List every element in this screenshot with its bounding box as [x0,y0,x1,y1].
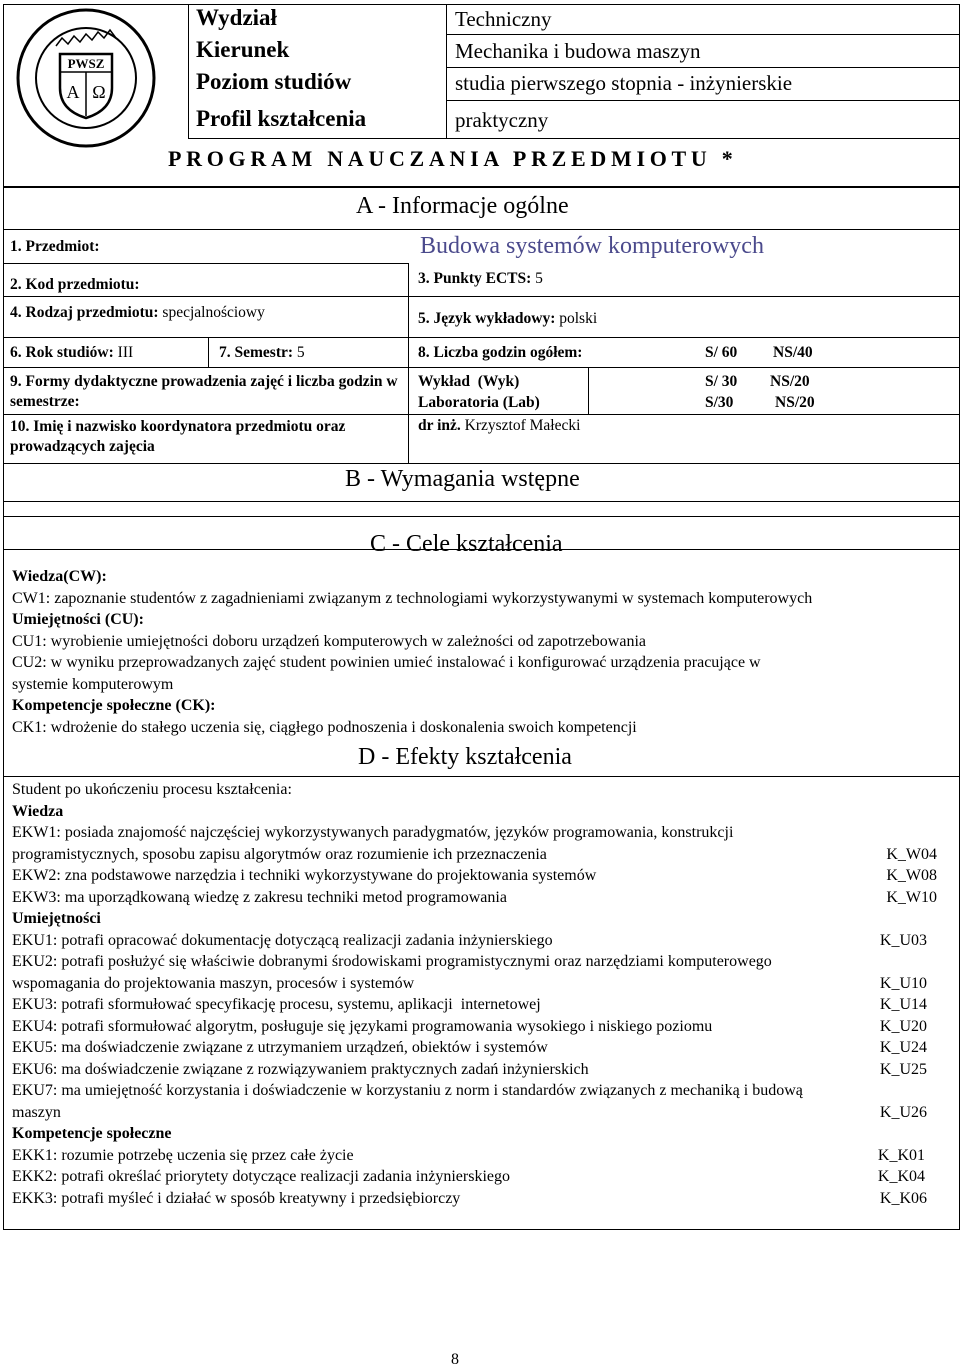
header-value-wydzial: Techniczny [455,7,552,31]
header-divider [446,4,447,138]
type-field [10,304,265,322]
page-number: 8 [451,1351,459,1368]
section-cd-frame [3,549,960,1230]
header-divider [188,4,189,138]
header-value-profil: praktyczny [455,108,549,132]
eku4-code: K_U20 [879,1017,927,1035]
c-umiejetnosci-label: Umiejętności (CU): [12,611,144,628]
header-divider [446,34,960,35]
eku7-text: maszyn [12,1103,61,1121]
section-a-title: A - Informacje ogólne [356,193,569,219]
header-divider [446,100,960,101]
header-divider [446,67,960,68]
col-divider [208,337,209,367]
header-value-poziom: studia pierwszego stopnia - inżynierskie [455,71,793,95]
coordinator-label: 10. Imię i nazwisko koordynatora przedmiotu oraz prowadzących zajęcia [10,418,346,455]
code-label: 2. Kod przedmiotu: [10,276,140,293]
ects-label: 3. Punkty ECTS: [418,270,532,287]
ck1: CK1: wdrożenie do stałego uczenia się, ciągłego podnoszenia i doskonalenia swoich kompetencji [12,718,637,736]
row-divider [3,263,408,264]
ekk3-text: EKK3: potrafi myśleć i działać w sposób kreatywny i przedsiębiorczy [12,1189,461,1207]
d-umiejetnosci-label: Umiejętności [12,910,101,927]
subject-title: Budowa systemów komputerowych [420,233,764,259]
type-label: 4. Rodzaj przedmiotu: [10,304,159,321]
ekw3-code: K_W10 [886,888,937,906]
ekk2-text: EKK2: potrafi określać priorytety dotyczące realizacji zadania inżynierskiego [12,1168,510,1185]
hours-ns: NS/40 [773,344,813,361]
eku7-line1: EKU7: ma umiejętność korzystania i doświadczenie w korzystaniu z norm i standardów związanych z mechaniką i budową [12,1082,803,1099]
ekk1-text: EKK1: rozumie potrzebę uczenia się przez całe życie [12,1146,354,1164]
program-title: PROGRAM NAUCZANIA PRZEDMIOTU * [168,146,738,171]
header-label-poziom: Poziom studiów [196,69,352,94]
ekk2-code: K_K04 [877,1168,925,1185]
year-value: III [117,344,134,361]
eku3-code: K_U14 [879,996,927,1013]
cu2-line2: systemie komputerowym [12,675,174,693]
d-kompetencje-label: Kompetencje społeczne [12,1125,172,1142]
cw1: CW1: zapoznanie studentów z zagadnieniami związanym z technologiami wykorzystywanymi w systemach komputerowych [12,589,813,607]
ekw1-text: programistycznych, sposobu zapisu algorytmów oraz rozumienie ich przeznaczenia [12,845,547,863]
year-label: 6. Rok studiów: [10,344,114,361]
ekw3-text: EKW3: ma uporządkowaną wiedzę z zakresu techniki metod programowania [12,888,507,906]
section-c-title: C - Cele kształcenia [370,531,563,557]
language-field [418,310,597,328]
ects-value: 5 [535,270,543,287]
coordinator-name: Krzysztof Małecki [464,417,581,434]
col-divider [408,337,409,464]
d-wiedza-label: Wiedza [12,802,64,820]
row-divider [3,337,960,338]
subject-label: 1. Przedmiot: [10,238,100,255]
school-logo [6,6,166,148]
row-divider [3,296,408,297]
ekk3-code: K_K06 [879,1189,927,1207]
semester-field [219,344,305,362]
cu2-line1: CU2: w wyniku przeprowadzanych zajęć student powinien umieć instalować i konfigurować urządzenia pracujące w [12,654,761,671]
form-ns-lab: NS/20 [775,394,815,411]
header-label-wydzial: Wydział [196,5,277,30]
header-value-kierunek: Mechanika i budowa maszyn [455,39,701,63]
row-divider [3,367,960,368]
year-field [10,344,133,362]
row-divider [3,414,960,415]
eku6-code: K_U25 [879,1060,927,1078]
eku2-code: K_U10 [879,974,927,992]
eku2-text: wspomagania do projektowania maszyn, procesów i systemów [12,974,415,992]
eku1-code: K_U03 [879,931,927,949]
svg-text:Ω: Ω [92,82,106,102]
semester-value: 5 [296,344,305,361]
ects-field [418,270,543,288]
form-name-lab: Laboratoria (Lab) [418,394,540,411]
eku5-code: K_U24 [879,1039,927,1056]
type-value: specjalnościowy [162,304,265,321]
eku2-line1: EKU2: potrafi posłużyć się właściwie dobranymi środowiskami programistycznymi oraz narzędziami komputerowego [12,953,772,970]
form-s-lab: S/30 [705,394,734,411]
cu1: CU1: wyrobienie umiejętności doboru urządzeń komputerowych w zależności od zapotrzebowania [12,632,647,650]
form-name-lecture: Wykład (Wyk) [418,373,520,390]
form-ns-lecture: NS/20 [770,373,810,390]
eku6-text: EKU6: ma doświadczenie związane z rozwiązywaniem praktycznych zadań inżynierskich [12,1060,589,1078]
eku3-text: EKU3: potrafi sformułować specyfikację procesu, systemu, aplikacji internetowej [12,996,541,1013]
col-divider [408,263,409,337]
section-d-title: D - Efekty kształcenia [358,744,572,770]
eku4-text: EKU4: potrafi sformułować algorytm, posługuje się językami programowania wysokiego i niskiego poziomu [12,1017,713,1035]
coordinator-title: dr inż. [418,417,461,434]
header-divider [188,138,960,139]
header-label-profil: Profil kształcenia [196,106,367,131]
logo-center-letters: PWSZ [67,56,105,71]
section-b-title: B - Wymagania wstępne [345,466,580,492]
form-s-lecture: S/ 30 [705,373,738,390]
forms-label: 9. Formy dydaktyczne prowadzenia zajęć i liczba godzin w semestrze: [10,373,398,410]
ekw1-code: K_W04 [886,845,937,863]
c-kompetencje-label: Kompetencje społeczne (CK): [12,697,216,714]
ekw1-line1: EKW1: posiada znajomość najczęściej wykorzystywanych paradygmatów, języków programowania, konstrukcji [12,824,734,841]
ekw2-text: EKW2: zna podstawowe narzędzia i techniki wykorzystywane do projektowania systemów [12,867,597,884]
hours-s: S/ 60 [705,344,738,361]
ekw2-code: K_W08 [886,867,937,884]
language-label: 5. Język wykładowy: [418,310,556,327]
eku5-text: EKU5: ma doświadczenie związane z utrzymaniem urządzeń, obiektów i systemów [12,1039,548,1056]
ekk1-code: K_K01 [877,1146,925,1164]
hours-label: 8. Liczba godzin ogółem: [418,344,583,361]
header-label-kierunek: Kierunek [196,37,290,62]
c-wiedza-label: Wiedza(CW): [12,568,107,585]
row-divider [408,296,960,297]
language-value: polski [559,310,598,327]
semester-label: 7. Semestr: [219,344,294,361]
svg-text:Α: Α [66,82,80,102]
d-intro: Student po ukończeniu procesu kształcenia: [12,781,292,798]
row-divider [3,501,960,502]
eku1-text: EKU1: potrafi opracować dokumentację dotyczącą realizacji zadania inżynierskiego [12,931,553,949]
eku7-code: K_U26 [879,1103,927,1121]
col-divider [588,367,589,414]
school-logo-seal-icon [6,6,166,148]
coordinator-field [418,417,580,435]
row-divider [3,229,960,230]
